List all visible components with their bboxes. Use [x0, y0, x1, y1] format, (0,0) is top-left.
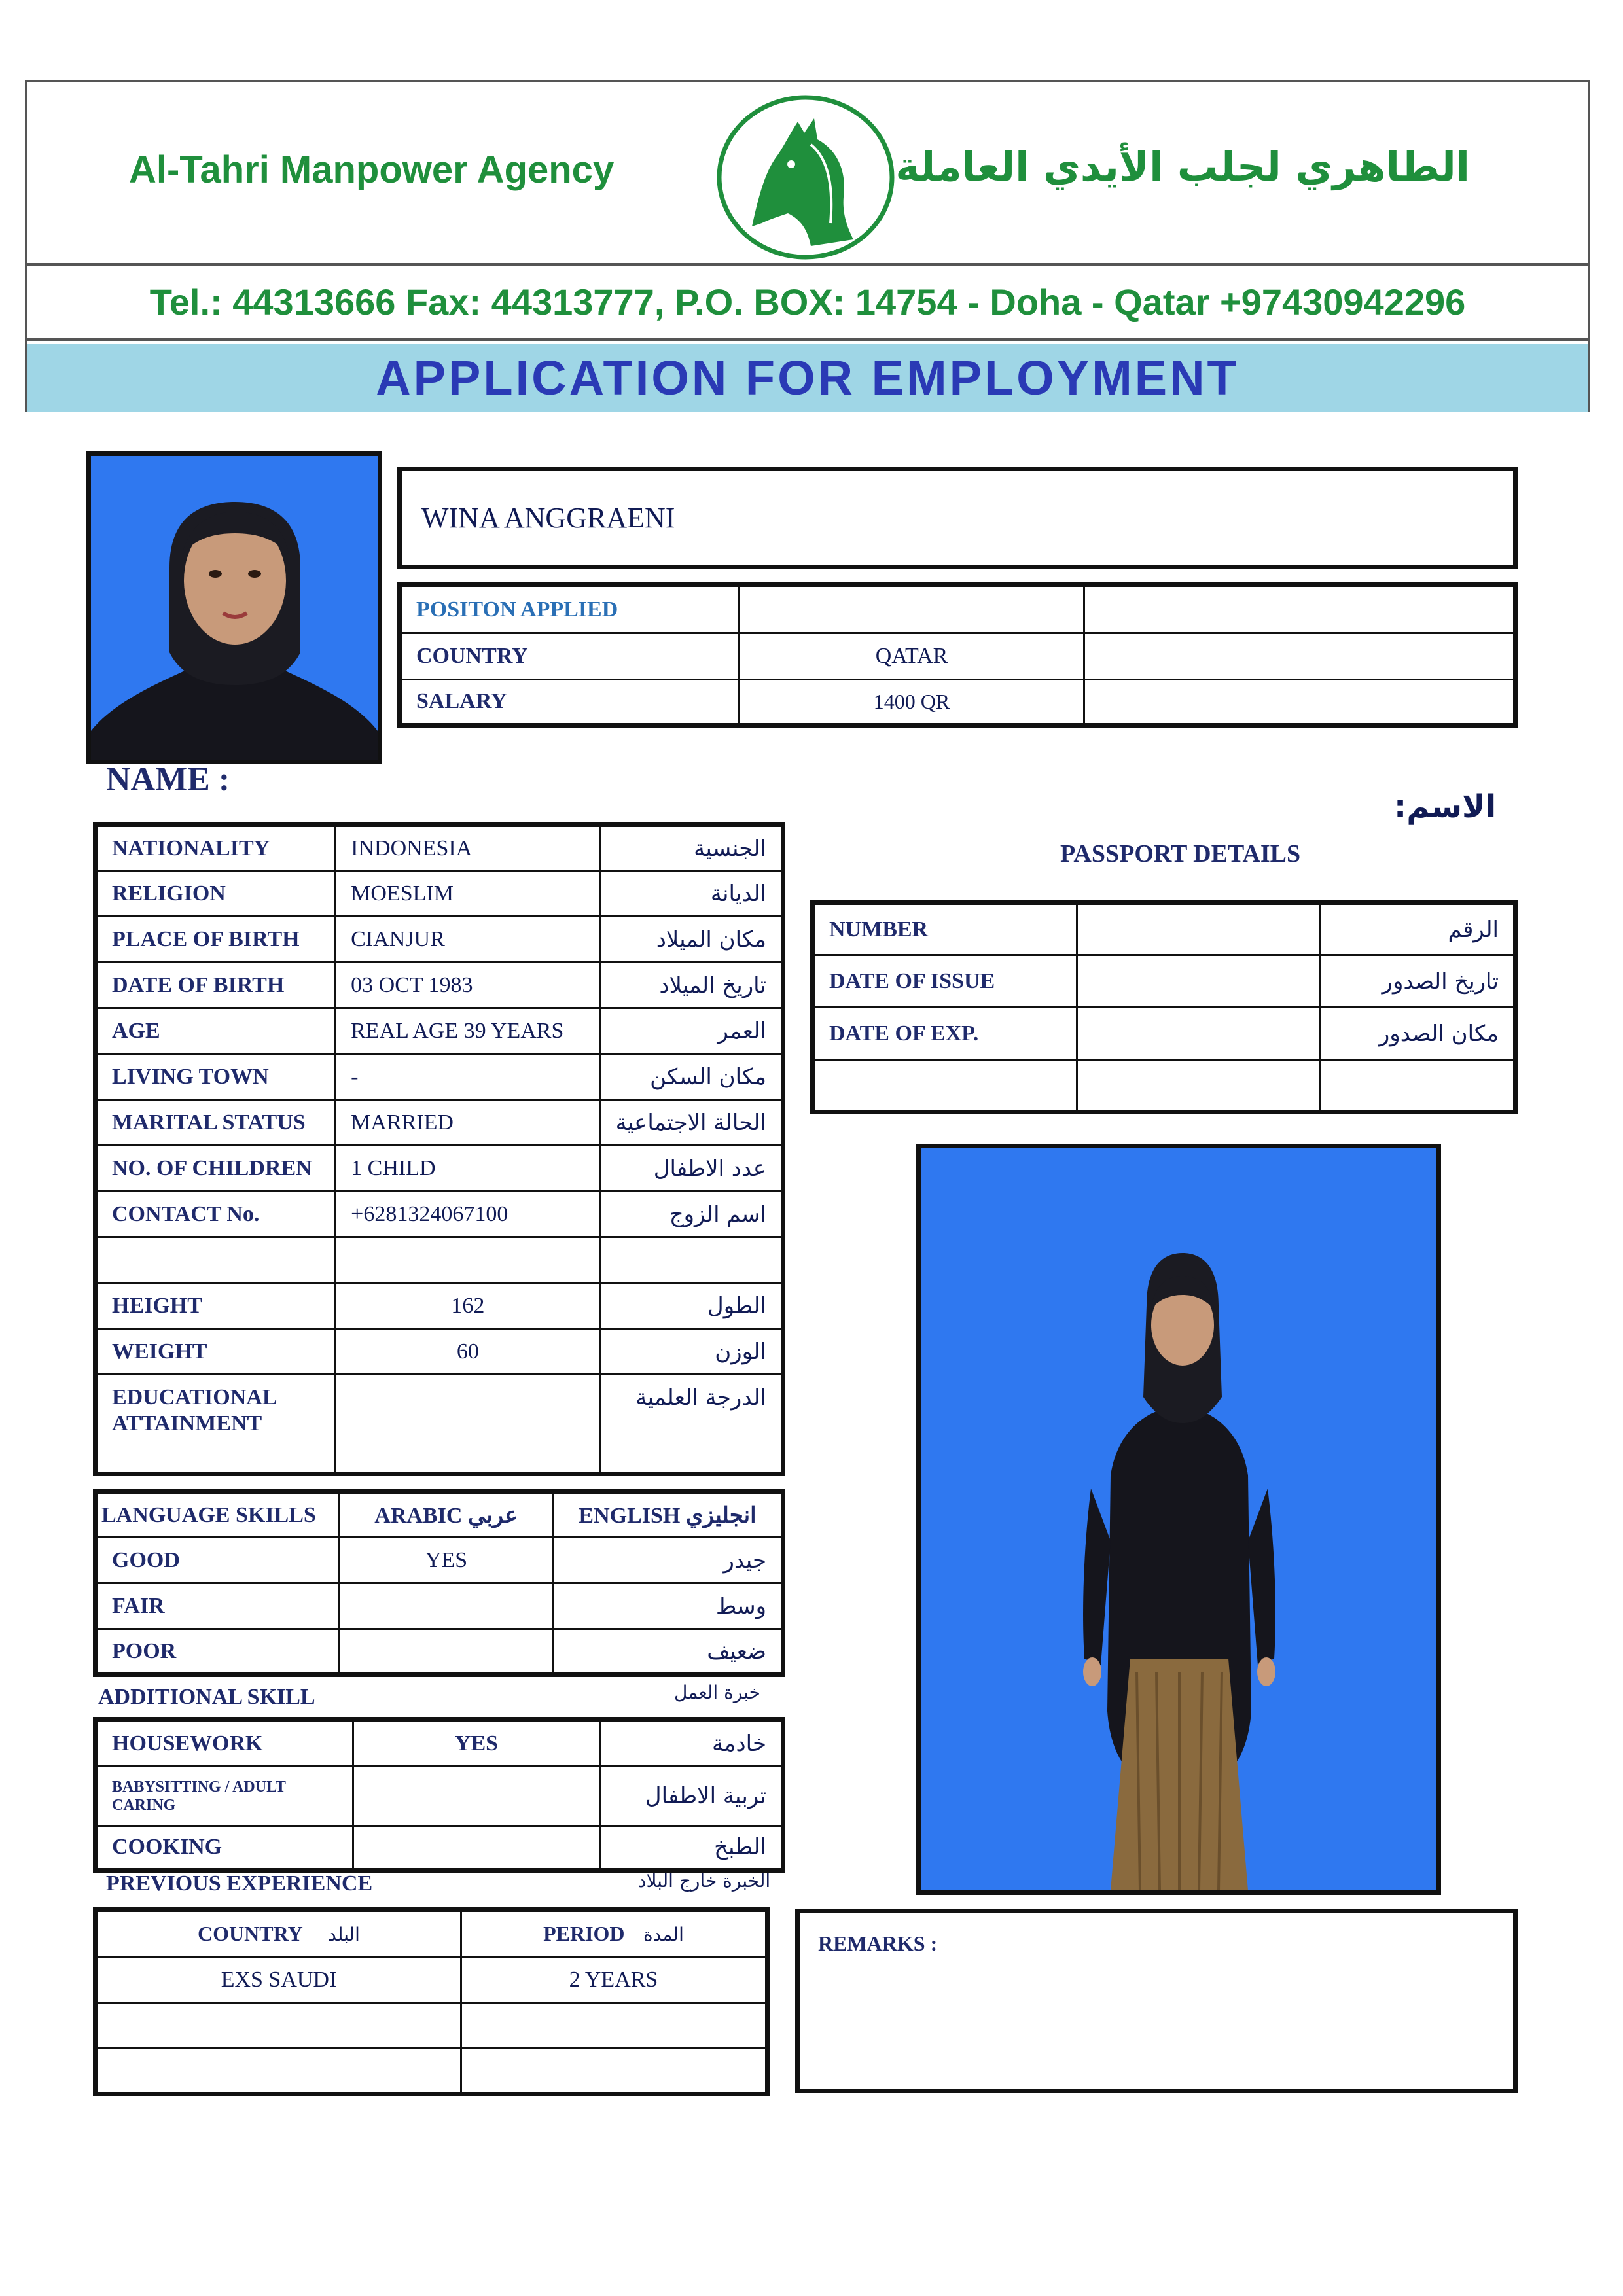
children-label: NO. OF CHILDREN [96, 1146, 336, 1192]
position-value [740, 585, 1084, 633]
weight-value: 60 [336, 1329, 600, 1375]
period-header-label: PERIOD [543, 1921, 625, 1945]
table-row [96, 1910, 768, 1957]
age-label: AGE [96, 1008, 336, 1054]
remarks-box [795, 1909, 1518, 2093]
name-label: NAME : [106, 761, 230, 798]
education-label: EDUCATIONAL ATTAINMENT [96, 1375, 336, 1474]
babysitting-label: BABYSITTING / ADULT CARING [96, 1767, 353, 1826]
religion-label-ar: الديانة [600, 871, 783, 917]
country-value: QATAR [740, 633, 1084, 679]
passport-number-value [1077, 903, 1321, 955]
poor-arabic-value [340, 1629, 554, 1675]
age-label-ar: العمر [600, 1008, 783, 1054]
nationality-label: NATIONALITY [96, 825, 336, 871]
experience-table [93, 1907, 770, 2096]
religion-value: MOESLIM [336, 871, 600, 917]
period-header [461, 1910, 768, 1957]
marital-status-value: MARRIED [336, 1100, 600, 1146]
table-row [96, 963, 783, 1008]
cooking-label-ar: الطبخ [600, 1826, 783, 1870]
position-table [397, 582, 1518, 728]
table-row [96, 1008, 783, 1054]
good-label: GOOD [96, 1538, 340, 1583]
expiry-date-label: DATE OF EXP. [813, 1008, 1077, 1060]
issue-date-label-ar: تاريخ الصدور [1321, 955, 1516, 1008]
fair-label-ar: وسط [554, 1583, 783, 1629]
place-of-birth-label: PLACE OF BIRTH [96, 917, 336, 963]
contact-label-ar: اسم الزوج [600, 1192, 783, 1237]
period-header-ar: المدة [643, 1923, 684, 1945]
country-label: COUNTRY [400, 633, 740, 679]
good-arabic-value: YES [340, 1538, 554, 1583]
additional-skill-title-ar: خبرة العمل [674, 1682, 760, 1703]
table-row [96, 1583, 783, 1629]
table-row [96, 1826, 783, 1870]
table-row [96, 1146, 783, 1192]
passport-table [810, 900, 1518, 1114]
country-header [96, 1910, 461, 1957]
applicant-name-box [397, 467, 1518, 569]
table-row [400, 633, 1516, 679]
horse-head-icon [713, 92, 899, 262]
housework-label: HOUSEWORK [96, 1720, 353, 1767]
letterhead [25, 80, 1590, 412]
expiry-date-label-ar: مكان الصدور [1321, 1008, 1516, 1060]
table-row [400, 585, 1516, 633]
living-town-label-ar: مكان السكن [600, 1054, 783, 1100]
portrait-figure-icon [91, 456, 378, 760]
applicant-full-body-photo [916, 1144, 1441, 1895]
fair-label: FAIR [96, 1583, 340, 1629]
language-header-label: LANGUAGE SKILLS [96, 1492, 340, 1538]
experience-period [461, 2003, 768, 2049]
salary-extra [1084, 679, 1516, 725]
date-of-birth-label-ar: تاريخ الميلاد [600, 963, 783, 1008]
housework-value: YES [353, 1720, 600, 1767]
table-row [96, 1720, 783, 1767]
applicant-portrait-photo [86, 451, 382, 764]
table-row [400, 679, 1516, 725]
agency-name-en: Al-Tahri Manpower Agency [129, 149, 615, 191]
previous-experience-title: PREVIOUS EXPERIENCE [106, 1871, 373, 1896]
additional-skill-title: ADDITIONAL SKILL [98, 1685, 315, 1709]
applicant-name: WINA ANGGRAENI [421, 502, 675, 534]
issue-date-value [1077, 955, 1321, 1008]
table-row [96, 1329, 783, 1375]
table-row [96, 1100, 783, 1146]
name-label-ar: الاسم: [1394, 788, 1497, 825]
table-row [96, 871, 783, 917]
form-title: APPLICATION FOR EMPLOYMENT [27, 344, 1588, 412]
marital-status-label-ar: الحالة الاجتماعية [600, 1100, 783, 1146]
age-value: REAL AGE 39 YEARS [336, 1008, 600, 1054]
cooking-label: COOKING [96, 1826, 353, 1870]
experience-country [96, 2049, 461, 2094]
passport-number-label-ar: الرقم [1321, 903, 1516, 955]
babysitting-value [353, 1767, 600, 1826]
passport-blank-label [813, 1060, 1077, 1112]
date-of-birth-label: DATE OF BIRTH [96, 963, 336, 1008]
table-row [96, 1767, 783, 1826]
weight-label-ar: الوزن [600, 1329, 783, 1375]
expiry-date-value [1077, 1008, 1321, 1060]
housework-label-ar: خادمة [600, 1720, 783, 1767]
place-of-birth-label-ar: مكان الميلاد [600, 917, 783, 963]
table-row [96, 2003, 768, 2049]
experience-period [461, 2049, 768, 2094]
poor-label-ar: ضعيف [554, 1629, 783, 1675]
salary-label: SALARY [400, 679, 740, 725]
issue-date-label: DATE OF ISSUE [813, 955, 1077, 1008]
religion-label: RELIGION [96, 871, 336, 917]
nationality-value: INDONESIA [336, 825, 600, 871]
table-row [96, 1538, 783, 1583]
table-row [96, 1054, 783, 1100]
experience-period: 2 YEARS [461, 1957, 768, 2003]
table-row [96, 1192, 783, 1237]
date-of-birth-value: 03 OCT 1983 [336, 963, 600, 1008]
children-label-ar: عدد الاطفال [600, 1146, 783, 1192]
salary-value: 1400 QR [740, 679, 1084, 725]
table-row [96, 1237, 783, 1283]
remarks-label: REMARKS : [818, 1932, 938, 1955]
experience-country [96, 2003, 461, 2049]
fair-arabic-value [340, 1583, 554, 1629]
passport-blank-value [1077, 1060, 1321, 1112]
previous-experience-title-ar: الخبرة خارج البلاد [638, 1870, 771, 1892]
height-label-ar: الطول [600, 1283, 783, 1329]
table-row [96, 2049, 768, 2094]
education-label-ar: الدرجة العلمية [600, 1375, 783, 1474]
agency-name-ar: الطاهري لجلب الأيدي العاملة [895, 143, 1470, 190]
nationality-label-ar: الجنسية [600, 825, 783, 871]
good-label-ar: جيدر [554, 1538, 783, 1583]
country-header-label: COUNTRY [198, 1921, 303, 1945]
living-town-value: - [336, 1054, 600, 1100]
additional-skills-table [93, 1717, 785, 1873]
blank-label-ar [600, 1237, 783, 1283]
table-row [813, 1008, 1516, 1060]
height-label: HEIGHT [96, 1283, 336, 1329]
place-of-birth-value: CIANJUR [336, 917, 600, 963]
table-row [96, 1283, 783, 1329]
experience-country: EXS SAUDI [96, 1957, 461, 2003]
babysitting-label-ar: تربية الاطفال [600, 1767, 783, 1826]
english-header: ENGLISH انجليزي [554, 1492, 783, 1538]
position-extra [1084, 585, 1516, 633]
weight-label: WEIGHT [96, 1329, 336, 1375]
contact-line: Tel.: 44313666 Fax: 44313777, P.O. BOX: 14754 - Doha - Qatar +97430942296 [27, 266, 1588, 341]
table-row [96, 917, 783, 963]
poor-label: POOR [96, 1629, 340, 1675]
table-row [813, 903, 1516, 955]
passport-title: PASSPORT DETAILS [1060, 840, 1301, 868]
cooking-value [353, 1826, 600, 1870]
table-row [96, 1492, 783, 1538]
letterhead-top [27, 82, 1588, 266]
table-row [96, 1629, 783, 1675]
full-body-figure-icon [921, 1148, 1436, 1890]
contact-value: +6281324067100 [336, 1192, 600, 1237]
blank-value [336, 1237, 600, 1283]
country-header-ar: البلد [328, 1923, 360, 1945]
table-row [96, 825, 783, 871]
language-skills-table [93, 1489, 785, 1677]
education-value [336, 1375, 600, 1474]
country-extra [1084, 633, 1516, 679]
arabic-header: ARABIC عربي [340, 1492, 554, 1538]
passport-blank-label-ar [1321, 1060, 1516, 1112]
marital-status-label: MARITAL STATUS [96, 1100, 336, 1146]
living-town-label: LIVING TOWN [96, 1054, 336, 1100]
personal-details-table [93, 822, 785, 1476]
height-value: 162 [336, 1283, 600, 1329]
table-row [813, 955, 1516, 1008]
blank-label [96, 1237, 336, 1283]
contact-label: CONTACT No. [96, 1192, 336, 1237]
table-row [813, 1060, 1516, 1112]
table-row [96, 1375, 783, 1474]
passport-number-label: NUMBER [813, 903, 1077, 955]
table-row [96, 1957, 768, 2003]
children-value: 1 CHILD [336, 1146, 600, 1192]
position-label: POSITON APPLIED [400, 585, 740, 633]
